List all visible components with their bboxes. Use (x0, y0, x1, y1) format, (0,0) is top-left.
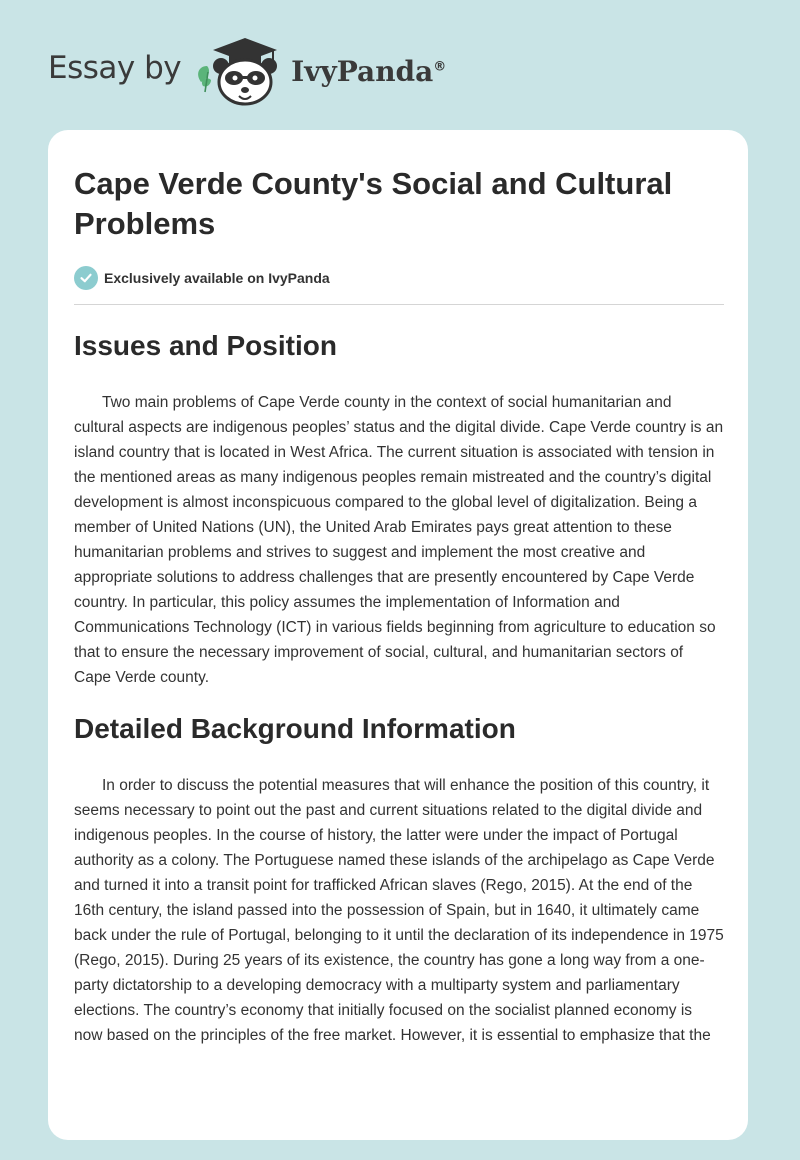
panda-logo-icon[interactable] (193, 36, 287, 108)
section-heading: Detailed Background Information (74, 713, 516, 744)
essay-content (74, 164, 724, 1048)
section-paragraph: Two main problems of Cape Verde county in the context of social humanitarian and cultural aspects are indigenous peoples’ status and the digital divide. Cape Verde country is an island country that is located in West Africa. The current situation is associated with tension in the mentioned areas as many indigenous peoples remain mistreated and the country’s digital development is almost inconspicuous compared to the global level of digitalization. Being a member of United Nations (UN), the United Arab Emirates pays great attention to these humanitarian problems and strives to suggest and implement the most creative and appropriate solutions to address challenges that are presently encountered by Cape Verde country. In particular, this policy assumes the implementation of Information and Communications Technology (ICT) in various fields beginning from agriculture to education so that to ensure the necessary improvement of social, cultural, and humanitarian sectors of Cape Verde county. (74, 394, 724, 686)
registered-mark: ® (433, 59, 447, 75)
check-icon (74, 266, 98, 290)
title-divider (74, 304, 724, 305)
section-heading: Issues and Position (74, 330, 337, 361)
brand-name[interactable] (291, 55, 446, 88)
exclusive-badge (74, 266, 724, 290)
site-header (48, 36, 548, 108)
essay-card (48, 130, 748, 1140)
page-title: Cape Verde County's Social and Cultural Problems (74, 166, 673, 241)
brand-text: IvyPanda (291, 54, 434, 88)
essay-by-label: Essay by (48, 50, 182, 86)
section-paragraph: In order to discuss the potential measures that will enhance the position of this country, it seems necessary to point out the past and current situations related to the digital divide and indigenous peoples. In the course of history, the latter were under the impact of Portugal authority as a colony. The Portuguese named these islands of the archipelago as Cape Verde and turned it into a transit point for trafficked African slaves (Rego, 2015). At the end of the 16th century, the island passed into the possession of Spain, but in 1640, it ultimately came back under the rule of Portugal, belonging to it until the declaration of its independence in 1975 (Rego, 2015). During 25 years of its existence, the country has gone a long way from a one-party dictatorship to a developing democracy with a multiparty system and parliamentary elections. The country’s economy that initially focused on the socialist planned economy is now based on the principles of the free market. However, it is essential to emphasize that the (74, 777, 724, 1044)
exclusive-badge-text: Exclusively available on IvyPanda (104, 270, 330, 286)
